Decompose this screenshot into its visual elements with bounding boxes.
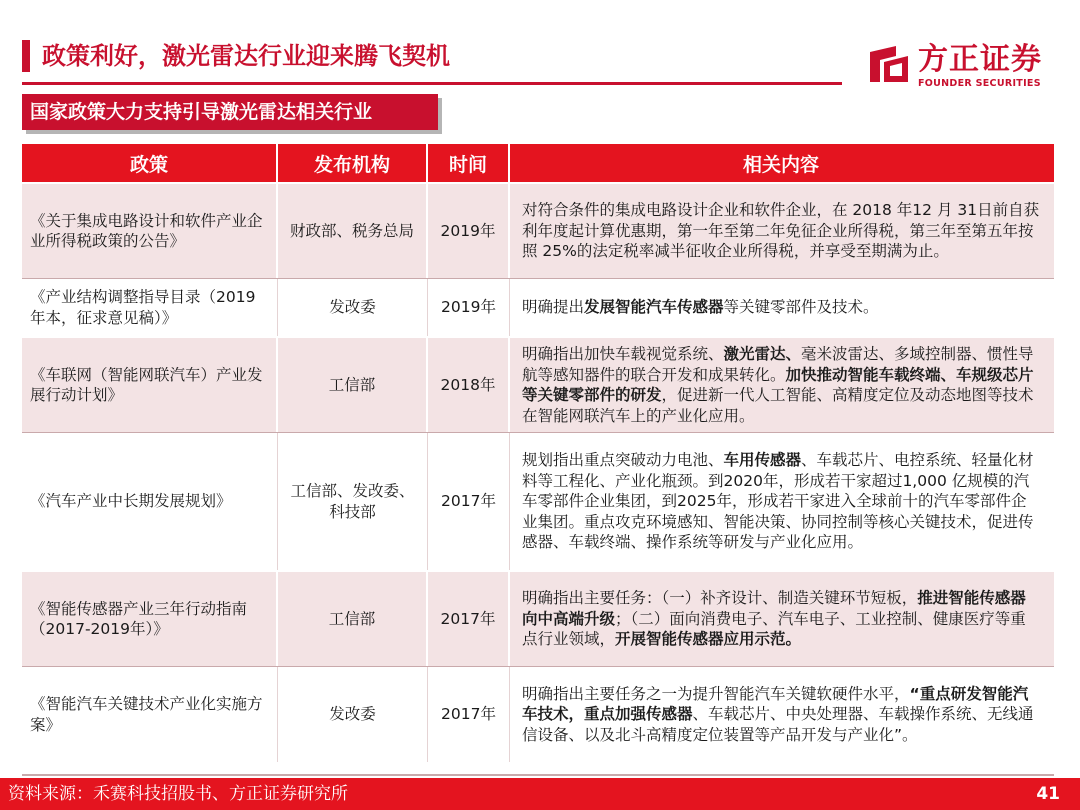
column-header-policy: 政策 xyxy=(22,144,278,182)
agency-cell: 工信部、发改委、科技部 xyxy=(278,433,428,570)
content-text xyxy=(522,684,1040,746)
agency-cell: 工信部 xyxy=(278,572,428,666)
year-cell: 2018年 xyxy=(428,338,510,432)
table-row xyxy=(22,336,1054,432)
title-divider xyxy=(22,82,842,85)
policy-cell: 《产业结构调整指导目录（2019年本，征求意见稿）》 xyxy=(22,279,278,336)
content-segment: ；（二）面向消费电子、汽车电子、工业控制、健康医疗等重点行业领域， xyxy=(522,609,1026,649)
content-segment: 明确指出主要任务之一为提升智能汽车关键软硬件水平， xyxy=(522,684,910,703)
founder-securities-logo xyxy=(862,38,1052,94)
agency-cell: 发改委 xyxy=(278,279,428,336)
footer-bar xyxy=(0,778,1080,810)
content-segment: 明确指出主要任务：（一）补齐设计、制造关键环节短板， xyxy=(522,589,918,608)
content-emphasis: 加快推动智能车载终端、车规级芯片等关键零部件的研发 xyxy=(522,365,1034,404)
year-cell: 2019年 xyxy=(428,184,510,278)
table-row xyxy=(22,182,1054,278)
policy-cell: 《智能传感器产业三年行动指南（2017-2019年）》 xyxy=(22,572,278,666)
content-cell xyxy=(510,338,1054,432)
source-note: 资料来源：禾赛科技招股书、方正证券研究所 xyxy=(8,784,348,804)
table-row xyxy=(22,278,1054,336)
content-text xyxy=(522,297,879,318)
founder-logo-icon xyxy=(866,44,912,84)
policy-table xyxy=(22,144,1054,762)
policy-cell: 《智能汽车关键技术产业化实施方案》 xyxy=(22,667,278,762)
content-text xyxy=(522,344,1040,426)
table-row xyxy=(22,666,1054,762)
year-cell: 2017年 xyxy=(428,433,510,570)
page-number: 41 xyxy=(1036,784,1060,804)
column-header-content: 相关内容 xyxy=(742,153,819,176)
section-subtitle: 国家政策大力支持引导激光雷达相关行业 xyxy=(22,94,438,130)
table-header-row xyxy=(22,144,1054,182)
content-cell xyxy=(510,184,1054,278)
policy-cell: 《汽车产业中长期发展规划》 xyxy=(22,433,278,570)
content-segment: 等关键零部件及技术。 xyxy=(723,298,879,317)
content-emphasis: 激光雷达、 xyxy=(723,345,802,363)
logo-name: 方正证券 xyxy=(918,42,1042,77)
page-title: 政策利好，激光雷达行业迎来腾飞契机 xyxy=(42,42,450,70)
table-row xyxy=(22,432,1054,570)
content-text xyxy=(522,200,1040,262)
content-cell xyxy=(510,279,1054,336)
year-cell: 2019年 xyxy=(428,279,510,336)
table-bottom-rule xyxy=(22,774,1054,776)
year-cell: 2017年 xyxy=(428,667,510,762)
logo-english-name: FOUNDER SECURITIES xyxy=(918,78,1041,89)
agency-cell: 工信部 xyxy=(278,338,428,432)
content-emphasis: 车用传感器 xyxy=(723,451,802,470)
content-emphasis: 推进智能传感器向中高端升级 xyxy=(522,589,1026,628)
content-emphasis: 开展智能传感器应用示范。 xyxy=(615,630,802,649)
agency-cell: 财政部、税务总局 xyxy=(278,184,428,278)
content-segment: 对符合条件的集成电路设计企业和软件企业，在 2018 年12 月 31日前自获利年度起计算优惠期，第一年至第二年免征企业所得税，第三年至第五年按照 25%的法定税率减半征收企业所得税，并享受至期满为止。 xyxy=(522,201,1040,261)
content-segment: 规划指出重点突破动力电池、 xyxy=(522,451,724,470)
content-cell xyxy=(510,572,1054,666)
content-segment: 毫米波雷达、多域控制器、惯性导航等感知器件的联合开发和成果转化。 xyxy=(522,345,1034,384)
content-emphasis: 发展智能汽车传感器 xyxy=(584,298,724,317)
column-header-time: 时间 xyxy=(428,144,510,182)
content-cell xyxy=(510,433,1054,570)
policy-cell: 《关于集成电路设计和软件产业企业所得税政策的公告》 xyxy=(22,184,278,278)
content-segment: 、车载芯片、电控系统、轻量化材料等工程化、产业化瓶颈。到2020年，形成若干家超过1,000 亿规模的汽车零部件企业集团，到2025年，形成若干家进入全球前十的汽车零部件企业集团。重点攻克环境感知、智能决策、协同控制等核心关键技术，促进传感器、车载终端、操作系统等研发与产业化应用。 xyxy=(522,451,1034,552)
table-row xyxy=(22,570,1054,666)
content-segment: ，促进新一代人工智能、高精度定位及动态地图等技术在智能网联汽车上的产业化应用。 xyxy=(522,386,1034,425)
content-text xyxy=(522,450,1040,553)
content-segment: 、车载芯片、中央处理器、车载操作系统、无线通信设备、以及北斗高精度定位装置等产品开发与产业化”。 xyxy=(522,705,1034,744)
year-cell: 2017年 xyxy=(428,572,510,666)
column-header-agency: 发布机构 xyxy=(278,144,428,182)
policy-cell: 《车联网（智能网联汽车）产业发展行动计划》 xyxy=(22,338,278,432)
content-segment: 明确指出加快车载视觉系统、 xyxy=(522,345,724,363)
agency-cell: 发改委 xyxy=(278,667,428,762)
content-cell xyxy=(510,667,1054,762)
content-text xyxy=(522,588,1040,650)
content-emphasis: “重点研发智能汽车技术，重点加强传感器 xyxy=(522,684,1029,724)
content-segment: 明确提出 xyxy=(522,298,585,317)
title-accent-bar xyxy=(22,40,30,72)
